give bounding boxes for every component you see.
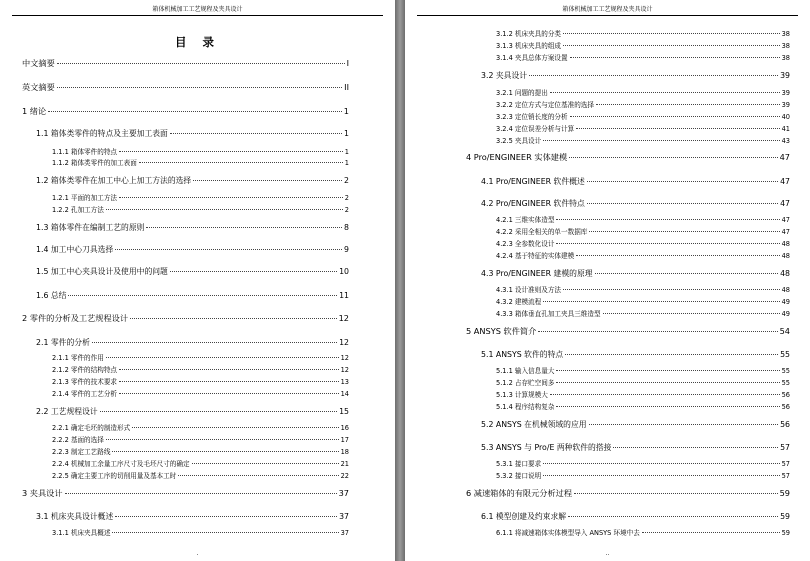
- toc-entry-page-number: 56: [780, 420, 790, 429]
- toc-entry[interactable]: [481, 70, 790, 81]
- dot-leader: [596, 104, 780, 105]
- toc-entry-label: 4.3.2 建模流程: [496, 298, 542, 306]
- toc-entry-page-number: 48: [781, 240, 790, 248]
- dot-leader: [115, 516, 337, 517]
- toc-entry-label: 1.1 箱体类零件的特点及主要加工表面: [36, 129, 168, 138]
- toc-entry[interactable]: [496, 284, 790, 294]
- toc-entry-page-number: 12: [339, 338, 349, 347]
- toc-entry[interactable]: [36, 266, 349, 277]
- toc-entry-label: 2.2.3 制定工艺路线: [52, 448, 111, 456]
- dot-leader: [556, 370, 779, 371]
- toc-entry[interactable]: [496, 401, 790, 411]
- toc-entry[interactable]: [36, 511, 349, 522]
- toc-entry-label: 3 夹具设计: [22, 488, 63, 498]
- toc-entry[interactable]: [36, 337, 349, 348]
- toc-entry-label: 4.2.4 基于特征的实体建模: [496, 252, 575, 260]
- toc-entry-page-number: 39: [780, 71, 790, 80]
- toc-entry-label: 5.1.1 输入信息量大: [496, 367, 555, 375]
- toc-entry-page-number: 11: [339, 291, 349, 300]
- toc-entry[interactable]: [496, 87, 790, 97]
- dot-leader: [568, 516, 778, 517]
- toc-entry[interactable]: [481, 198, 790, 209]
- toc-entry-page-number: 43: [781, 137, 790, 145]
- toc-entry-page-number: 18: [340, 448, 349, 456]
- dot-leader: [574, 493, 778, 494]
- toc-entry[interactable]: [52, 364, 349, 374]
- toc-entry-page-number: 9: [344, 245, 349, 254]
- toc-entry-page-number: 10: [339, 267, 349, 276]
- dot-leader: [576, 128, 779, 129]
- dot-leader: [92, 342, 337, 343]
- dot-leader: [119, 381, 339, 382]
- dot-leader: [556, 219, 779, 220]
- toc-entry[interactable]: [481, 176, 790, 187]
- toc-entry[interactable]: [52, 388, 349, 398]
- toc-entry[interactable]: [52, 157, 349, 167]
- toc-entry-page-number: 59: [779, 488, 790, 498]
- toc-entry[interactable]: [52, 527, 349, 537]
- toc-entry[interactable]: [36, 222, 349, 233]
- toc-entry-page-number: 16: [340, 424, 349, 432]
- toc-entry-page-number: 48: [780, 269, 790, 278]
- toc-entry-label: 1.1.2 箱体类零件的加工表面: [52, 159, 137, 167]
- dot-leader: [556, 243, 779, 244]
- toc-entry-page-number: 59: [781, 529, 790, 537]
- dot-leader: [112, 532, 338, 533]
- toc-entry-page-number: 1: [344, 159, 349, 167]
- toc-entry-page-number: 54: [779, 326, 790, 336]
- dot-leader: [569, 157, 777, 158]
- toc-entry[interactable]: [496, 226, 790, 236]
- toc-entry-label: 2.2.4 机械加工余量工序尺寸及毛坯尺寸的确定: [52, 460, 190, 468]
- toc-entry[interactable]: [466, 488, 790, 499]
- toc-entry-label: 1.5 加工中心夹具设计及使用中的问题: [36, 267, 168, 276]
- toc-entry[interactable]: [496, 111, 790, 121]
- running-header: 箱体机械加工工艺规程及夹具设计: [562, 6, 653, 13]
- toc-entry[interactable]: [496, 308, 790, 318]
- toc-entry[interactable]: [496, 99, 790, 109]
- toc-entry-label: 3.2 夹具设计: [481, 71, 528, 80]
- dot-leader: [132, 427, 338, 428]
- dot-leader: [563, 33, 780, 34]
- toc-entry-label: 5.1.2 占存贮空间多: [496, 379, 555, 387]
- toc-entry-page-number: 2: [344, 194, 349, 202]
- toc-entry-page-number: 49: [781, 310, 790, 318]
- toc-entry-page-number: 55: [781, 379, 790, 387]
- toc-entry-page-number: 47: [781, 216, 790, 224]
- dot-leader: [543, 301, 779, 302]
- toc-entry[interactable]: [36, 128, 349, 139]
- toc-entry[interactable]: [52, 446, 349, 456]
- toc-entry-label: 5.1.4 程序结构复杂: [496, 403, 555, 411]
- dot-leader: [565, 354, 778, 355]
- toc-entry-page-number: 14: [340, 390, 349, 398]
- toc-entry-label: 6.1 模型创建及约束求解: [481, 512, 567, 521]
- toc-entry-label: 4.3.1 设计准则及方法: [496, 286, 562, 294]
- toc-entry[interactable]: [52, 470, 349, 480]
- dot-leader: [178, 475, 338, 476]
- toc-entry-label: 中文摘要: [22, 58, 55, 68]
- toc-entry-page-number: 57: [781, 472, 790, 480]
- dot-leader: [543, 140, 779, 141]
- toc-entry[interactable]: [52, 204, 349, 214]
- dot-leader: [139, 162, 343, 163]
- toc-entry[interactable]: [52, 376, 349, 386]
- dot-leader: [106, 439, 339, 440]
- toc-entry[interactable]: [52, 352, 349, 362]
- left-page: [0, 0, 395, 561]
- toc-entry[interactable]: [22, 106, 349, 117]
- toc-entry-page-number: 41: [781, 125, 790, 133]
- toc-entry-label: 1.2 箱体类零件在加工中心上加工方法的选择: [36, 176, 192, 185]
- dot-leader: [563, 45, 780, 46]
- toc-entry-page-number: 38: [781, 42, 790, 50]
- page-gutter: [395, 0, 405, 561]
- toc-entry-page-number: 1: [343, 106, 349, 116]
- toc-entry-label: 5.1.3 计算规模大: [496, 391, 548, 399]
- toc-entry[interactable]: [36, 406, 349, 417]
- toc-entry[interactable]: [496, 250, 790, 260]
- toc-entry-label: 1 绪论: [22, 106, 47, 116]
- dot-leader: [68, 295, 337, 296]
- toc-entry-page-number: 1: [344, 129, 349, 138]
- dot-leader: [119, 197, 343, 198]
- toc-entry-label: 4.1 Pro/ENGINEER 软件概述: [481, 177, 585, 186]
- toc-entry[interactable]: [36, 175, 349, 186]
- toc-entry[interactable]: [481, 419, 790, 430]
- toc-entry[interactable]: [22, 58, 349, 69]
- toc-entry-label: 2.1.3 零件的技术要求: [52, 378, 118, 386]
- dot-leader: [130, 318, 337, 319]
- toc-entry[interactable]: [496, 377, 790, 387]
- dot-leader: [48, 111, 342, 112]
- toc-entry-label: 2.2.1 确定毛坯的制造形式: [52, 424, 131, 432]
- toc-entry-page-number: 37: [338, 488, 349, 498]
- toc-entry-page-number: 47: [779, 152, 790, 162]
- toc-entry-label: 2.1.2 零件的结构特点: [52, 366, 118, 374]
- toc-entry-label: 5 ANSYS 软件简介: [466, 326, 537, 336]
- toc-entry-label: 2.1.1 零件的作用: [52, 354, 104, 362]
- toc-entry-page-number: 17: [340, 436, 349, 444]
- right-page: [405, 0, 810, 561]
- toc-entry-page-number: 47: [781, 228, 790, 236]
- dot-leader: [595, 273, 779, 274]
- dot-leader: [119, 393, 339, 394]
- dot-leader: [550, 394, 780, 395]
- toc-entry[interactable]: [481, 268, 790, 279]
- dot-leader: [550, 92, 780, 93]
- toc-entry[interactable]: [22, 82, 349, 93]
- toc-entry-page-number: 47: [780, 199, 790, 208]
- toc-title: 目 录: [174, 35, 220, 49]
- toc-entry-label: 1.4 加工中心刀具选择: [36, 245, 114, 254]
- toc-entry-label: 2.1 零件的分析: [36, 338, 90, 347]
- toc-entry-label: 3.1.3 机床夹具的组成: [496, 42, 562, 50]
- toc-entry-label: 2.2.5 确定主要工序的切削用量及基本工时: [52, 472, 177, 480]
- toc-entry[interactable]: [496, 527, 790, 537]
- toc-entry-page-number: 56: [781, 391, 790, 399]
- dot-leader: [57, 63, 345, 64]
- toc-entry[interactable]: [496, 389, 790, 399]
- toc-entry-page-number: 48: [781, 286, 790, 294]
- dot-leader: [556, 406, 779, 407]
- dot-leader: [119, 369, 339, 370]
- toc-entry[interactable]: [52, 146, 349, 156]
- dot-leader: [119, 151, 343, 152]
- dot-leader: [613, 447, 778, 448]
- toc-entry[interactable]: [496, 470, 790, 480]
- dot-leader: [170, 133, 342, 134]
- toc-entry-label: 3.2.2 定位方式与定位基准的选择: [496, 101, 594, 109]
- toc-entry-label: 5.3.1 接口要求: [496, 460, 542, 468]
- toc-entry-page-number: I: [346, 58, 349, 68]
- toc-entry[interactable]: [481, 511, 790, 522]
- toc-entry-label: 6.1.1 将减速箱体实体模型导入 ANSYS 环境中去: [496, 529, 640, 537]
- toc-entry[interactable]: [481, 442, 790, 453]
- dot-leader: [587, 203, 778, 204]
- toc-entry[interactable]: [496, 40, 790, 50]
- dot-leader: [543, 475, 779, 476]
- toc-entry-page-number: 47: [780, 177, 790, 186]
- toc-entry-page-number: 38: [781, 30, 790, 38]
- dot-leader: [589, 424, 779, 425]
- page-footer: ..: [605, 550, 610, 557]
- toc-entry-page-number: 56: [781, 403, 790, 411]
- toc-entry-label: 2.2 工艺规程设计: [36, 407, 98, 416]
- toc-entry-page-number: 39: [781, 101, 790, 109]
- toc-entry[interactable]: [36, 290, 349, 301]
- toc-entry-page-number: 2: [344, 206, 349, 214]
- toc-entry-page-number: 57: [780, 443, 790, 452]
- toc-entry-page-number: 38: [781, 54, 790, 62]
- toc-entry-label: 1.3 箱体零件在编制工艺的原则: [36, 223, 145, 232]
- toc-entry-page-number: 40: [781, 113, 790, 121]
- toc-entry[interactable]: [496, 28, 790, 38]
- toc-entry-page-number: 1: [344, 148, 349, 156]
- toc-entry-page-number: 2: [344, 176, 349, 185]
- toc-entry-page-number: 21: [340, 460, 349, 468]
- toc-entry-page-number: 22: [340, 472, 349, 480]
- toc-entry-label: 3.1.4 夹具总体方案设置: [496, 54, 568, 62]
- toc-entry-page-number: 59: [780, 512, 790, 521]
- toc-entry[interactable]: [466, 326, 790, 337]
- toc-entry-label: 3.2.3 定位销长度的分析: [496, 113, 568, 121]
- dot-leader: [556, 382, 779, 383]
- toc-entry-label: 4 Pro/ENGINEER 实体建模: [466, 152, 568, 162]
- toc-entry[interactable]: [52, 192, 349, 202]
- dot-leader: [100, 411, 337, 412]
- toc-entry-page-number: 12: [340, 354, 349, 362]
- running-header: 箱体机械加工工艺规程及夹具设计: [152, 6, 243, 13]
- toc-entry[interactable]: [52, 422, 349, 432]
- toc-entry-label: 4.2.1 三维实体造型: [496, 216, 555, 224]
- dot-leader: [192, 463, 339, 464]
- header-rule: [12, 15, 383, 16]
- toc-entry-page-number: 12: [340, 366, 349, 374]
- header-rule: [417, 15, 798, 16]
- toc-entry-label: 4.2 Pro/ENGINEER 软件特点: [481, 199, 585, 208]
- toc-entry-label: 1.1.1 箱体零件的特点: [52, 148, 118, 156]
- toc-entry-label: 1.2.1 平面的加工方法: [52, 194, 118, 202]
- dot-leader: [603, 313, 780, 314]
- toc-entry[interactable]: [52, 434, 349, 444]
- toc-entry[interactable]: [496, 214, 790, 224]
- toc-entry-page-number: 48: [781, 252, 790, 260]
- toc-entry-label: 5.2 ANSYS 在机械领域的应用: [481, 420, 587, 429]
- dot-leader: [65, 493, 337, 494]
- toc-entry[interactable]: [22, 488, 349, 499]
- toc-entry-page-number: 55: [781, 367, 790, 375]
- dot-leader: [106, 357, 339, 358]
- toc-entry-label: 3.1 机床夹具设计概述: [36, 512, 114, 521]
- dot-leader: [112, 451, 338, 452]
- toc-entry-label: 4.3 Pro/ENGINEER 建模的原理: [481, 269, 593, 278]
- toc-entry-label: 3.2.5 夹具设计: [496, 137, 542, 145]
- toc-entry-label: 1.6 总结: [36, 291, 67, 300]
- toc-entry-label: 4.2.3 全参数化设计: [496, 240, 555, 248]
- toc-entry[interactable]: [496, 123, 790, 133]
- toc-entry[interactable]: [36, 244, 349, 255]
- dot-leader: [570, 57, 780, 58]
- toc-entry[interactable]: [481, 349, 790, 360]
- toc-entry-label: 6 减速箱体的有限元分析过程: [466, 488, 573, 498]
- toc-entry-page-number: 12: [338, 313, 349, 323]
- dot-leader: [106, 209, 343, 210]
- dot-leader: [170, 271, 337, 272]
- toc-entry-page-number: 39: [781, 89, 790, 97]
- toc-entry-label: 2 零件的分析及工艺规程设计: [22, 313, 129, 323]
- dot-leader: [57, 87, 342, 88]
- toc-entry-page-number: 37: [339, 512, 349, 521]
- toc-entry-label: 3.1.2 机床夹具的分类: [496, 30, 562, 38]
- toc-entry-page-number: 8: [344, 223, 349, 232]
- toc-entry-label: 5.1 ANSYS 软件的特点: [481, 350, 564, 359]
- dot-leader: [146, 227, 342, 228]
- toc-entry[interactable]: [466, 152, 790, 163]
- dot-leader: [563, 289, 780, 290]
- toc-entry[interactable]: [496, 296, 790, 306]
- dot-leader: [576, 255, 779, 256]
- toc-entry-page-number: 15: [339, 407, 349, 416]
- toc-entry-label: 3.2.4 定位误差分析与计算: [496, 125, 575, 133]
- toc-entry-label: 2.2.2 基面的选择: [52, 436, 104, 444]
- toc-entry[interactable]: [22, 313, 349, 324]
- toc-entry-page-number: 49: [781, 298, 790, 306]
- toc-entry-page-number: 13: [340, 378, 349, 386]
- dot-leader: [570, 116, 780, 117]
- toc-entry[interactable]: [496, 135, 790, 145]
- dot-leader: [538, 331, 777, 332]
- toc-entry[interactable]: [496, 365, 790, 375]
- toc-entry-label: 2.1.4 零件的工艺分析: [52, 390, 118, 398]
- toc-entry[interactable]: [496, 52, 790, 62]
- toc-entry-label: 5.3.2 接口说明: [496, 472, 542, 480]
- toc-entry-label: 英文摘要: [22, 82, 55, 92]
- toc-entry-label: 1.2.2 孔加工方法: [52, 206, 104, 214]
- toc-entry-label: 3.1.1 机床夹具概述: [52, 529, 111, 537]
- dot-leader: [193, 180, 342, 181]
- toc-entry-label: 3.2.1 问题的提出: [496, 89, 548, 97]
- toc-entry[interactable]: [52, 458, 349, 468]
- dot-leader: [589, 231, 779, 232]
- dot-leader: [642, 532, 780, 533]
- toc-entry[interactable]: [496, 238, 790, 248]
- toc-entry-page-number: 55: [780, 350, 790, 359]
- dot-leader: [529, 75, 778, 76]
- dot-leader: [115, 249, 342, 250]
- dot-leader: [543, 463, 779, 464]
- dot-leader: [587, 181, 778, 182]
- toc-entry-label: 4.2.2 采用全相关的单一数据库: [496, 228, 588, 236]
- toc-entry-label: 5.3 ANSYS 与 Pro/E 两种软件的搭接: [481, 443, 612, 452]
- page-footer: .: [196, 550, 199, 557]
- toc-entry-page-number: II: [344, 82, 349, 92]
- toc-entry[interactable]: [496, 458, 790, 468]
- toc-entry-page-number: 37: [340, 529, 349, 537]
- toc-entry-page-number: 57: [781, 460, 790, 468]
- toc-entry-label: 4.3.3 箱体垂直孔加工夹具三维造型: [496, 310, 601, 318]
